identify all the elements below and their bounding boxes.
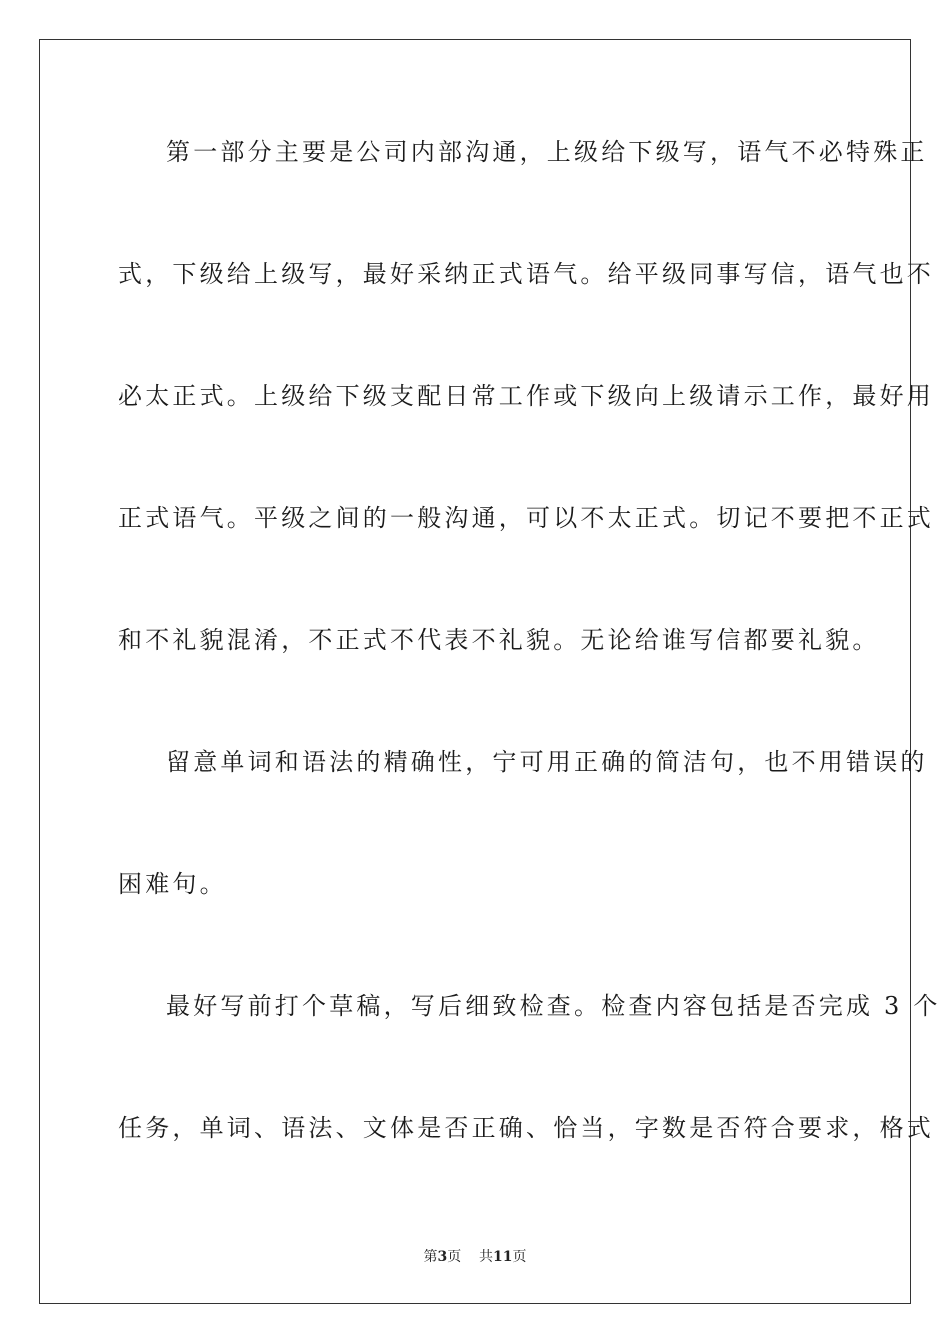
document-body <box>118 118 941 1216</box>
page-suffix: 页 <box>447 1249 462 1265</box>
paragraph-line: 最好写前打个草稿，写后细致检查。检查内容包括是否完成 3 个 <box>166 992 941 1020</box>
page-number: 3 <box>437 1249 448 1265</box>
total-pages: 11 <box>493 1249 513 1265</box>
paragraph-line: 正式语气。平级之间的一般沟通，可以不太正式。切记不要把不正式 <box>118 504 934 532</box>
paragraph-line: 第一部分主要是公司内部沟通，上级给下级写，语气不必特殊正 <box>166 138 928 166</box>
total-suffix: 页 <box>512 1249 527 1265</box>
paragraph-line: 留意单词和语法的精确性，宁可用正确的简洁句，也不用错误的 <box>166 748 928 776</box>
total-prefix: 共 <box>479 1249 494 1265</box>
paragraph-line: 必太正式。上级给下级支配日常工作或下级向上级请示工作，最好用 <box>118 382 934 410</box>
paragraph-line: 任务，单词、语法、文体是否正确、恰当，字数是否符合要求，格式 <box>118 1114 934 1142</box>
paragraph-line: 困难句。 <box>118 870 227 898</box>
paragraph-line: 和不礼貌混淆，不正式不代表不礼貌。无论给谁写信都要礼貌。 <box>118 626 880 654</box>
paragraph-line: 式，下级给上级写，最好采纳正式语气。给平级同事写信，语气也不 <box>118 260 934 288</box>
page-prefix: 第 <box>423 1249 438 1265</box>
page-footer <box>0 1246 950 1266</box>
